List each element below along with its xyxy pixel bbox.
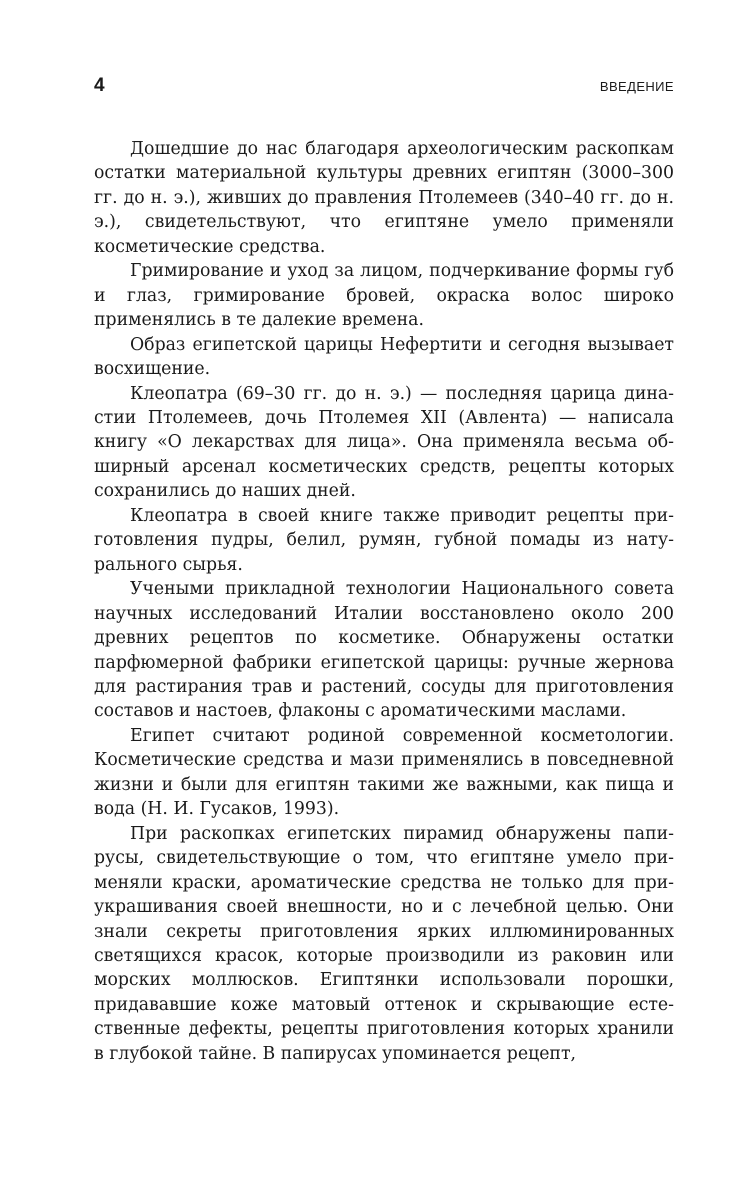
body-text	[94, 137, 674, 1066]
paragraph: Клеопатра в своей книге также приводит рецепты приготовления пудры, белил, румян, губной помады из натурального сырья.	[94, 505, 674, 575]
paragraph: Египет считают родиной современной косметологии. Косметические средства и мази применялись в повседневной жизни и были для египтян такими же важными, как пища и вода (Н. И. Гусаков, 1993).	[94, 725, 674, 820]
paragraph: Клеопатра (69–30 гг. до н. э.) — последняя царица династии Птолемеев, дочь Птолемея XII (Авлента) — написала книгу «О лекарствах для лица». Она применяла весьма обширный арсенал косметических средств, рецепты которых сохранились до наших дней.	[94, 383, 674, 502]
page-header	[94, 74, 674, 98]
paragraph: Дошедшие до нас благодаря археологическим раскопкам остатки материальной культуры древних египтян (3000–300 гг. до н. э.), живших до правления Птолемеев (340–40 гг. до н. э.), свидетельствуют, что египтяне умело применяли косметические средства.	[94, 139, 674, 257]
paragraph: При раскопках египетских пирамид обнаружены папирусы, свидетельствующие о том, что египтяне умело применяли краски, ароматические средства не только для приукрашивания своей внешности, но и с лечебной целью. Они знали секреты приготовления ярких иллюминированных светящихся красок, которые производили из раковин или морских моллюсков. Египтянки использовали порошки, придававшие коже матовый оттенок и скрывающие естественные дефекты, рецепты приготовления которых хранили в глубокой тайне. В папирусах упоминается рецепт,	[94, 823, 674, 1064]
paragraph: Учеными прикладной технологии Национального совета научных исследований Италии восстановлено около 200 древних рецептов по косметике. Обнаружены остатки парфюмерной фабрики египетской царицы: ручные жернова для растирания трав и растений, сосуды для приготовления составов и настоев, флаконы с ароматическими маслами.	[94, 579, 674, 722]
paragraph: Гримирование и уход за лицом, подчеркивание формы губ и глаз, гримирование бровей, окраска волос широко применялись в те далекие времена.	[94, 261, 674, 331]
page-number: 4	[94, 75, 105, 96]
paragraph: Образ египетской царицы Нефертити и сегодня вызывает восхищение.	[94, 334, 674, 380]
running-head: ВВЕДЕНИЕ	[599, 79, 674, 94]
